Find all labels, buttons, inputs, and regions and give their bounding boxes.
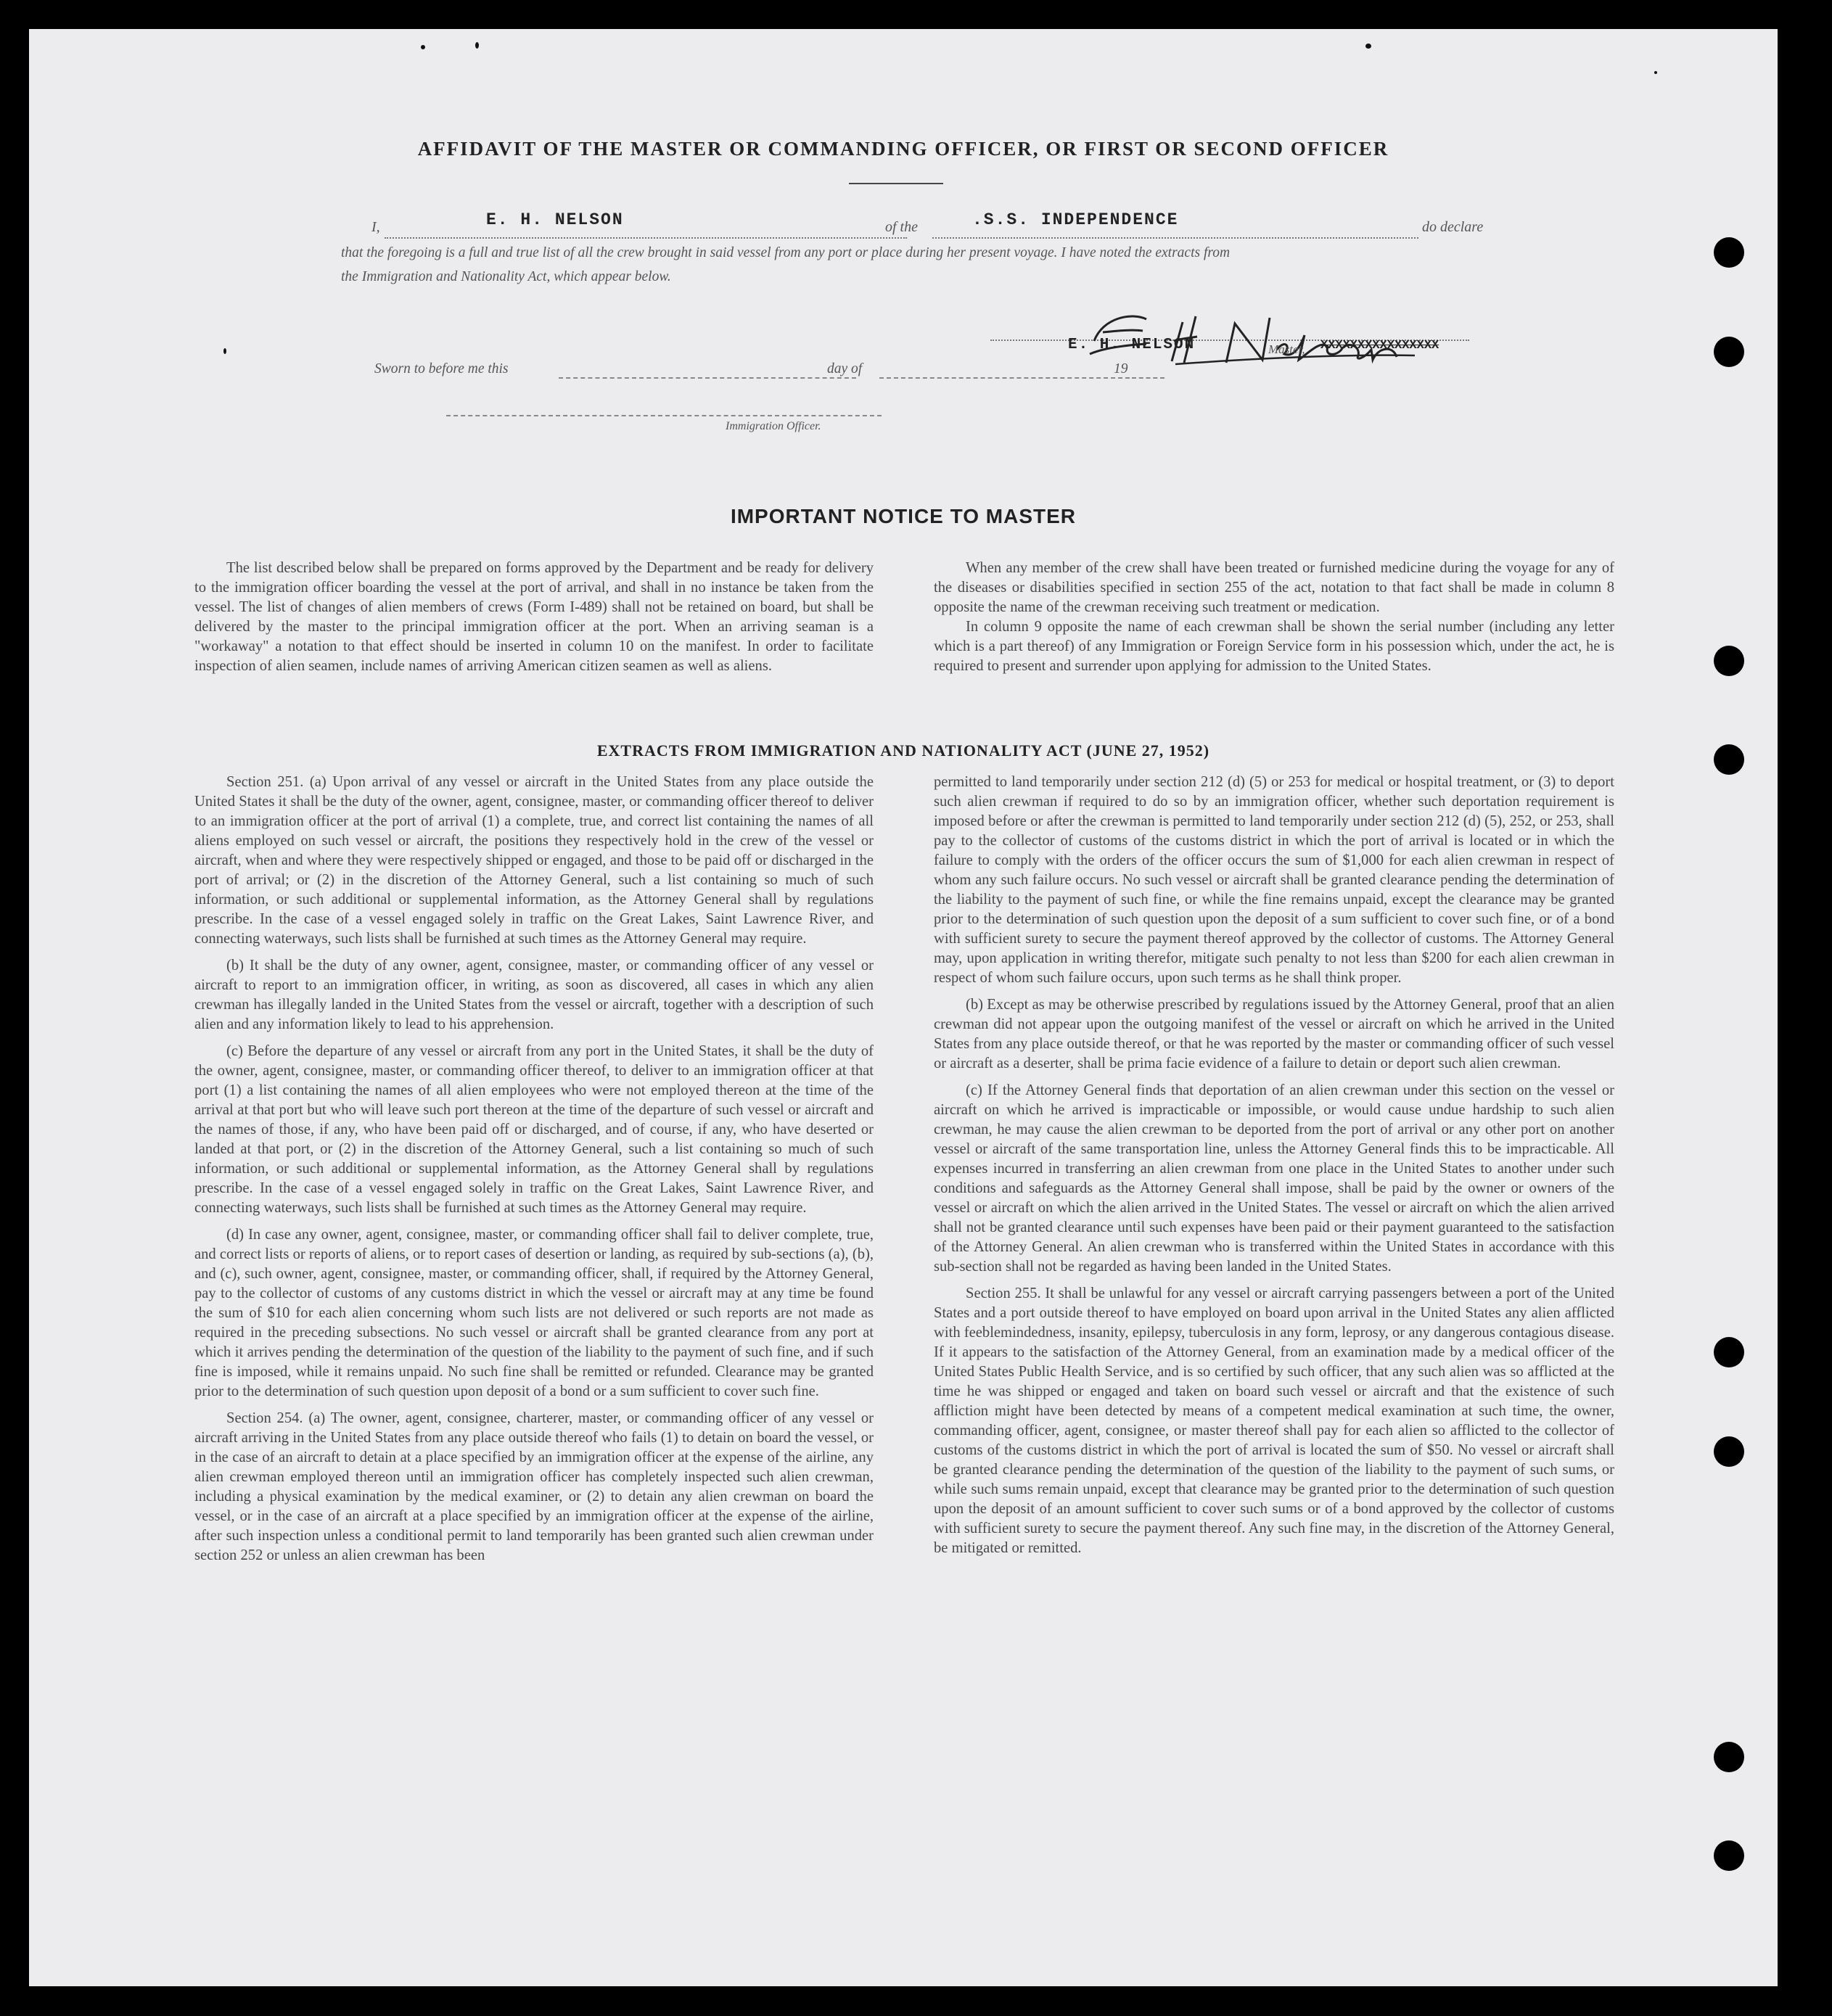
notice-right-paragraph-2: In column 9 opposite the name of each crewman shall be shown the serial number (including any letter which is a part thereof) of any Immigration or Foreign Service form in his possession which, under the act, he is required to present and surrender upon applying for admission to the United States. bbox=[934, 619, 1614, 674]
i-label: I, bbox=[371, 219, 380, 235]
section-254-b: (b) Except as may be otherwise prescribed by regulations issued by the Attorney General, proof that an alien crewman did not appear upon the outgoing manifest of the vessel or aircraft on which he arrived in the United States from any place outside thereof, or that he was reported by the master or commanding officer of such vessel or aircraft as a deserter, shall be prima facie evidence of a failure to detain or deport such alien crewman. bbox=[934, 997, 1614, 1071]
of-the-label: of the bbox=[885, 219, 918, 235]
struck-rank-text: XXXXXXXXXXXXXXXX bbox=[1320, 339, 1439, 353]
affidavit-title: AFFIDAVIT OF THE MASTER OR COMMANDING OFFICER, OR FIRST OR SECOND OFFICER bbox=[417, 138, 1389, 160]
vessel-name: .S.S. INDEPENDENCE bbox=[972, 210, 1179, 229]
immigration-officer-label: Immigration Officer. bbox=[726, 420, 821, 432]
section-254-c: (c) If the Attorney General finds that deportation of an alien crewman under this section on the vessel or aircraft on which he arrived is impracticable or impossible, or would cause undue hardship to such alien crewman, he may cause the alien crewman to be deported from the port of arrival or any other port on another vessel or aircraft of the same transportation line, unless the Attorney General finds this to be impracticable. All expenses incurred in transferring an alien crewman from one place in the United States to another under such conditions and safeguards as the Attorney General shall impose, shall be paid by the owner or owners of the vessel or aircraft on which the alien arrived in the United States. The vessel or aircraft on which the alien arrived shall not be granted clearance until such expenses have been paid or their payment guaranteed to the satisfaction of the Attorney General. An alien crewman who is transferred within the United States in accordance with this sub-section shall not be regarded as having been landed in the United States. bbox=[934, 1082, 1614, 1275]
section-251-c: (c) Before the departure of any vessel or aircraft from any port in the United States, it shall be the duty of the owner, agent, consignee, master, or commanding officer thereof, to deliver to an immigration officer at that port (1) a list containing the names of all alien employees who were not employed thereon at the time of the arrival at that port but who will leave such port thereon at the time of the departure of such vessel or aircraft and the names of those, if any, who have been paid off or discharged, and of course, if any, who have deserted or landed at that port, or (2) in the discretion of the Attorney General, such a list containing so much of such information, or such additional or supplemental information, as the Attorney General shall by regulations prescribe. In the case of a vessel engaged solely in traffic on the Great Lakes, Saint Lawrence River, and connecting waterways, such lists shall be furnished at such times as the Attorney General may require. bbox=[194, 1043, 874, 1216]
year-label: 19 bbox=[1114, 361, 1128, 377]
section-254-a-continued: permitted to land temporarily under section 212 (d) (5) or 253 for medical or hospital treatment, or (3) to deport such alien crewman if required to do so by an immigration officer, whether such deportation requirement is imposed before or after the crewman is permitted to land temporarily under section 212 (d) (5), 252, or 253, shall pay to the collector of customs of the customs district in which the port of arrival is located or in which the failure to comply with the orders of the officer occurs the sum of $1,000 for each alien crewman in respect of whom any such failure occurs. No such vessel or aircraft shall be granted clearance pending the determination of the liability to the payment of such fine, or while the fine remains unpaid, except the clearance may be granted prior to the determination of such question upon the deposit of a sum sufficient to cover such fine, or of a bond with sufficient surety to secure the payment thereof approved by the collector of customs. The Attorney General may, upon application in writing therefor, mitigate such penalty to not less than $200 for each alien crewman in respect of whom such failure occurs, upon such terms as he shall think proper. bbox=[934, 774, 1614, 986]
section-255: Section 255. It shall be unlawful for any vessel or aircraft carrying passengers between a port of the United States and a port outside thereof to have employed on board upon arrival in the United States any alien afflicted with feeblemindedness, insanity, epilepsy, tuberculosis in any form, leprosy, or any dangerous contagious disease. If it appears to the satisfaction of the Attorney General, from an examination made by a medical officer of the United States Public Health Service, and is so certified by such officer, that any such alien was so afflicted at the time he was shipped or engaged and taken on board such vessel or aircraft and that the existence of such affliction might have been detected by means of a competent medical examination at such time, the owner, commanding officer, agent, consignee, or master thereof shall pay for each alien so afflicted to the collector of customs of the customs district in which the port of arrival is located the sum of $50. No vessel or aircraft shall be granted clearance pending the determination of the question of the liability to the payment of such sums, or while such sums remain unpaid, except that clearance may be granted prior to the determination of such question upon the deposit of an amount sufficient to cover such sums or of a bond approved by the collector of customs with sufficient surety to secure the payment thereof. Any such fine may, in the discretion of the Attorney General, be mitigated or remitted. bbox=[934, 1285, 1614, 1556]
scan-speck bbox=[223, 348, 226, 354]
section-251-a: Section 251. (a) Upon arrival of any vessel or aircraft in the United States from any place outside the United States it shall be the duty of the owner, agent, consignee, master, or commanding officer thereof to deliver to an immigration officer at the port of arrival (1) a complete, true, and correct list containing the names of all aliens employed on such vessel or aircraft, the positions they respectively hold in the crew of the vessel or aircraft, when and where they were respectively shipped or engaged, and those to be paid off or discharged in the port of arrival; or (2) in the discretion of the Attorney General, such a list containing so much of such information, or such additional or supplemental information, as the Attorney General shall by regulations prescribe. In the case of a vessel engaged solely in traffic on the Great Lakes, Saint Lawrence River, and connecting waterways, such lists shall be furnished at such times as the Attorney General may require. bbox=[194, 774, 874, 947]
typed-signer-name: E. H. NELSON bbox=[1068, 337, 1196, 353]
month-line bbox=[879, 377, 1130, 379]
extracts-right-column bbox=[934, 773, 1614, 1566]
binder-hole-8 bbox=[1714, 1840, 1744, 1871]
sworn-date-line bbox=[559, 377, 856, 379]
name-line bbox=[385, 237, 907, 239]
notice-left-column bbox=[194, 559, 874, 683]
title-rule bbox=[849, 183, 943, 184]
scan-speck bbox=[1654, 71, 1657, 74]
extracts-left-column bbox=[194, 773, 874, 1573]
declarant-name: E. H. NELSON bbox=[486, 210, 624, 229]
declaration-text-line-1: that the foregoing is a full and true list of all the crew brought in said vessel from any port or place during her present voyage. I have noted the extracts from bbox=[341, 245, 1231, 260]
master-label: Master, bbox=[1268, 342, 1305, 356]
sworn-label: Sworn to before me this bbox=[374, 361, 509, 377]
declaration-text-line-2: the Immigration and Nationality Act, which appear below. bbox=[341, 269, 671, 284]
section-251-d: (d) In case any owner, agent, consignee, master, or commanding officer shall fail to deliver complete, true, and correct lists or reports of aliens, or to report cases of desertion or landing, as required by sub-sections (a), (b), and (c), such owner, agent, consignee, master, or commanding officer, shall, if required by the Attorney General, pay to the collector of customs of any customs district in which the vessel or aircraft may at any time be found the sum of $10 for each alien concerning whom such lists are not delivered or such reports are not made as required in the preceding subsections. No such vessel or aircraft shall be granted clearance from any port at which it arrives pending the determination of the question of the liability to the payment of such fine, and if such fine is imposed, while it remains unpaid. No such fine shall be remitted or refunded. Clearance may be granted prior to the determination of such question upon deposit of a bond or a sum sufficient to cover such fine. bbox=[194, 1227, 874, 1399]
binder-hole-7 bbox=[1714, 1742, 1744, 1772]
binder-hole-2 bbox=[1714, 337, 1744, 367]
notice-title: IMPORTANT NOTICE TO MASTER bbox=[730, 505, 1077, 527]
document-page bbox=[29, 29, 1778, 1986]
officer-signature-line bbox=[446, 415, 882, 416]
extracts-title: EXTRACTS FROM IMMIGRATION AND NATIONALITY ACT (JUNE 27, 1952) bbox=[596, 741, 1210, 760]
scan-speck bbox=[421, 45, 425, 49]
notice-right-column bbox=[934, 559, 1614, 683]
binder-hole-1 bbox=[1714, 237, 1744, 268]
vessel-line bbox=[932, 237, 1418, 239]
binder-hole-4 bbox=[1714, 744, 1744, 775]
binder-hole-6 bbox=[1714, 1436, 1744, 1467]
notice-right-paragraph-1: When any member of the crew shall have been treated or furnished medicine during the voyage for any of the diseases or disabilities specified in section 255 of the act, notation to that fact shall be made in column 8 opposite the name of the crewman receiving such treatment or medication. bbox=[934, 560, 1614, 615]
notice-left-paragraph: The list described below shall be prepared on forms approved by the Department and be ready for delivery to the immigration officer boarding the vessel at the port of arrival, and shall in no instance be taken from the vessel. The list of changes of alien members of crews (Form I-489) shall not be retained on board, but shall be delivered by the master to the principal immigration officer at the port. When an arriving seaman is a "workaway" a notation to that effect should be inserted in column 10 on the manifest. In order to facilitate inspection of alien seamen, include names of arriving American citizen seamen as well as aliens. bbox=[194, 560, 874, 674]
do-declare-label: do declare bbox=[1422, 219, 1484, 235]
year-line bbox=[1132, 377, 1164, 379]
section-254-a: Section 254. (a) The owner, agent, consignee, charterer, master, or commanding officer of any vessel or aircraft arriving in the United States from any place outside thereof who fails (1) to detain on board the vessel, or in the case of an aircraft to detain at a place specified by an immigration officer at the expense of the airline, any alien crewman employed thereon until an immigration officer has completely inspected such alien crewman, including a physical examination by the medical examiner, or (2) to detain any alien crewman on board the vessel, or in the case of an aircraft at a place specified by an immigration officer at the expense of the airline, after such inspection unless a conditional permit to land temporarily has been granted such alien crewman under section 252 or unless an alien crewman has been bbox=[194, 1410, 874, 1563]
binder-hole-3 bbox=[1714, 646, 1744, 676]
binder-hole-5 bbox=[1714, 1337, 1744, 1367]
scan-speck bbox=[475, 42, 479, 49]
day-of-label: day of bbox=[827, 361, 863, 377]
scan-speck bbox=[1365, 44, 1371, 49]
section-251-b: (b) It shall be the duty of any owner, agent, consignee, master, or commanding officer of any vessel or aircraft to report to an immigration officer, in writing, as soon as discovered, all cases in which any alien crewman has illegally landed in the United States from the vessel or aircraft, together with a description of such alien and any information likely to lead to his apprehension. bbox=[194, 958, 874, 1032]
